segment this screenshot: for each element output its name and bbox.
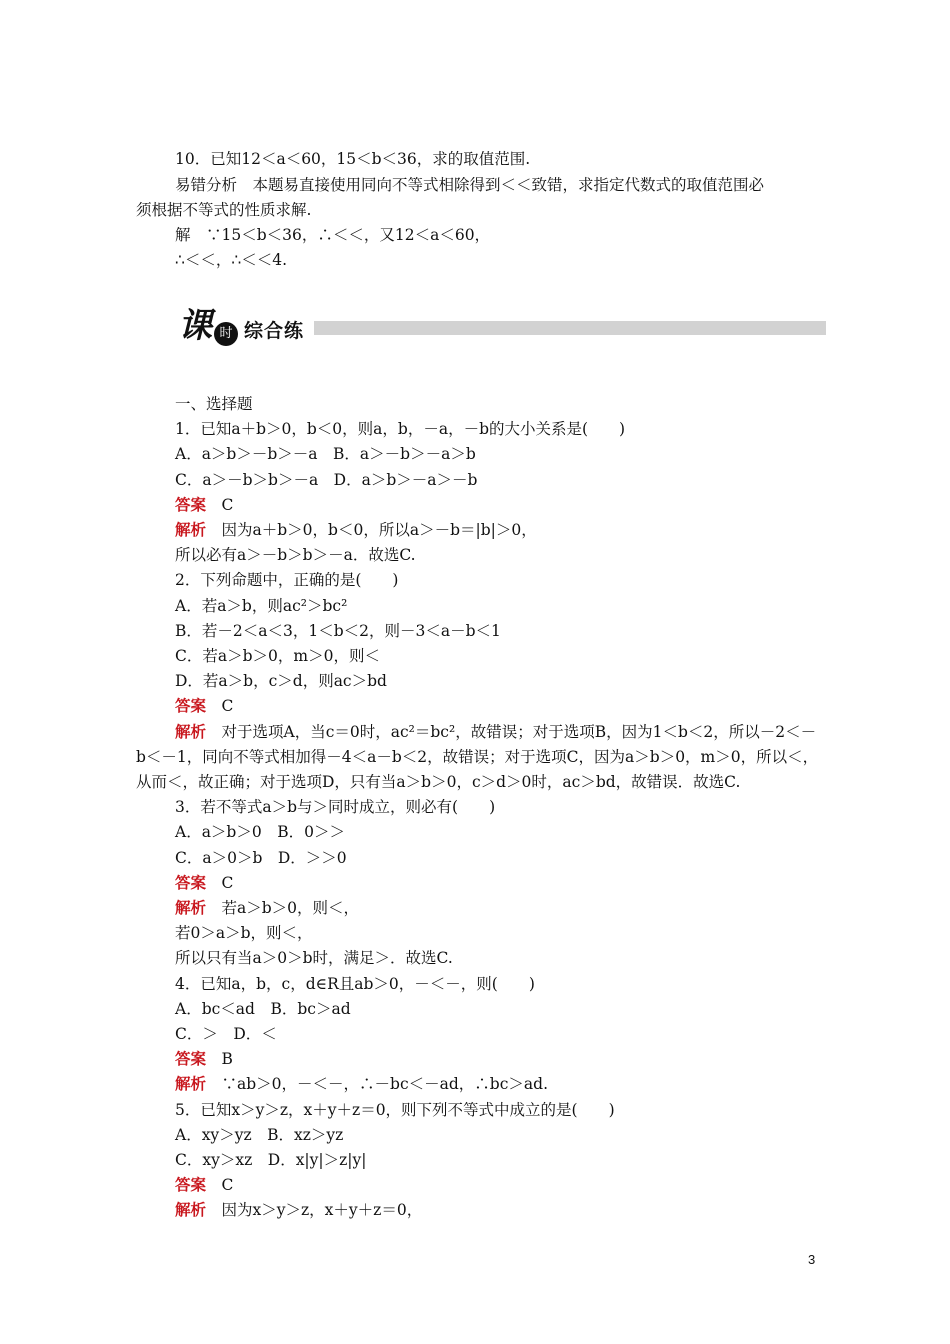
line-text: 因为a＋b＞0，b＜0，所以a＞－b＝|b|＞0， (206, 521, 537, 539)
answer-line (175, 1175, 233, 1195)
line-text: 若0＞a＞b，则＜， (175, 924, 313, 942)
analysis-label: 解析 (175, 723, 207, 741)
line-text: A．a＞b＞－b＞－a B．a＞－b＞－a＞b (175, 445, 476, 463)
exercise-line (175, 419, 625, 439)
page-number: 3 (808, 1252, 816, 1267)
line-text: 若a＞b＞0，则＜， (206, 899, 360, 917)
exercise-line (175, 974, 535, 994)
error-analysis-line-1: 易错分析 本题易直接使用同向不等式相除得到＜＜致错，求指定代数式的取值范围必 (175, 176, 765, 194)
banner-ke-glyph: 课 (178, 306, 212, 346)
line-text: 所以只有当a＞0＞b时，满足＞．故选C. (175, 949, 453, 967)
line-text: 一、选择题 (175, 395, 253, 413)
exercise-line (175, 1024, 277, 1044)
line-text: 对于选项A，当c＝0时，ac²＝bc²，故错误；对于选项B，因为1＜b＜2，所以－2＜－ (206, 723, 817, 741)
line-text: C．a＞－b＞b＞－a D．a＞b＞－a＞－b (175, 471, 478, 489)
exercise-line (175, 596, 347, 616)
exercise-line (175, 394, 253, 414)
answer-label: 答案 (175, 874, 207, 892)
exercise-line (175, 545, 416, 565)
analysis-label: 解析 (175, 1201, 207, 1219)
line-text: 3．若不等式a＞b与＞同时成立，则必有( ) (175, 798, 496, 816)
answer-label: 答案 (175, 496, 207, 514)
analysis-line (175, 898, 359, 918)
line-text: D．若a＞b，c＞d，则ac＞bd (175, 672, 387, 690)
section-banner (178, 306, 828, 350)
answer-line (175, 495, 233, 515)
line-text: A．若a＞b，则ac²＞bc² (175, 597, 348, 615)
answer-label: 答案 (175, 697, 207, 715)
problem-10-question: 10．已知12＜a＜60，15＜b＜36，求的取值范围. (175, 150, 531, 168)
solution-line-1: 解 ∵15＜b＜36，∴＜＜，又12＜a＜60， (175, 226, 491, 244)
exercise-line (136, 747, 818, 767)
line-text: C．xy＞xz D．x|y|＞z|y| (175, 1151, 367, 1169)
exercise-line (175, 822, 345, 842)
line-text: C (206, 874, 234, 892)
line-text: 1．已知a＋b＞0，b＜0，则a，b，－a，－b的大小关系是( ) (175, 420, 626, 438)
analysis-label: 解析 (175, 899, 207, 917)
exercise-line (175, 923, 313, 943)
line-text: C．＞ D．＜ (175, 1025, 277, 1043)
answer-label: 答案 (175, 1050, 207, 1068)
line-text: 因为x＞y＞z，x＋y＋z＝0， (206, 1201, 423, 1219)
exercise-line (175, 570, 398, 590)
line-text: 4．已知a，b，c，d∈R且ab＞0，－＜－，则( ) (175, 975, 535, 993)
exercise-line (175, 999, 351, 1019)
exercise-line (175, 646, 380, 666)
line-text: C (206, 1176, 234, 1194)
exercise-line (175, 671, 387, 691)
solution-line-2: ∴＜＜，∴＜＜4. (175, 251, 288, 269)
answer-label: 答案 (175, 1176, 207, 1194)
exercise-line (175, 444, 476, 464)
analysis-label: 解析 (175, 1075, 207, 1093)
analysis-label: 解析 (175, 521, 207, 539)
line-text: B．若－2＜a＜3，1＜b＜2，则－3＜a－b＜1 (175, 622, 501, 640)
exercise-line (136, 772, 740, 792)
banner-shi-badge: 时 (214, 322, 238, 346)
error-analysis-line-2: 须根据不等式的性质求解. (136, 201, 312, 219)
analysis-line (175, 722, 816, 742)
exercise-line (175, 797, 495, 817)
exercise-line (175, 621, 501, 641)
line-text: B (206, 1050, 233, 1068)
exercise-line (175, 1100, 615, 1120)
banner-title: 综合练 (244, 320, 305, 342)
line-text: b＜－1，同向不等式相加得－4＜a－b＜2，故错误；对于选项C，因为a＞b＞0，m＞0，所以＜， (136, 748, 819, 766)
line-text: A．a＞b＞0 B．0＞＞ (175, 823, 345, 841)
line-text: 2．下列命题中，正确的是( ) (175, 571, 399, 589)
answer-line (175, 1049, 233, 1069)
line-text: C (206, 697, 234, 715)
line-text: A．bc＜ad B．bc＞ad (175, 1000, 351, 1018)
line-text: 从而＜，故正确；对于选项D，只有当a＞b＞0，c＞d＞0时，ac＞bd，故错误．故选C. (136, 773, 741, 791)
line-text: 5．已知x＞y＞z，x＋y＋z＝0，则下列不等式中成立的是( ) (175, 1101, 615, 1119)
exercise-line (175, 1150, 367, 1170)
line-text: A．xy＞yz B．xz＞yz (175, 1126, 344, 1144)
analysis-line (175, 1074, 548, 1094)
line-text: C．若a＞b＞0，m＞0，则＜ (175, 647, 380, 665)
line-text: C (206, 496, 234, 514)
exercise-line (175, 848, 347, 868)
line-text: C．a＞0＞b D．＞＞0 (175, 849, 347, 867)
line-text: 所以必有a＞－b＞b＞－a．故选C. (175, 546, 416, 564)
banner-gray-bar (314, 321, 826, 335)
answer-line (175, 696, 233, 716)
exercise-line (175, 948, 453, 968)
answer-line (175, 873, 233, 893)
exercise-line (175, 1125, 343, 1145)
line-text: ∵ab＞0，－＜－，∴－bc＜－ad，∴bc＞ad. (206, 1075, 549, 1093)
exercise-line (175, 470, 477, 490)
analysis-line (175, 1200, 422, 1220)
analysis-line (175, 520, 537, 540)
